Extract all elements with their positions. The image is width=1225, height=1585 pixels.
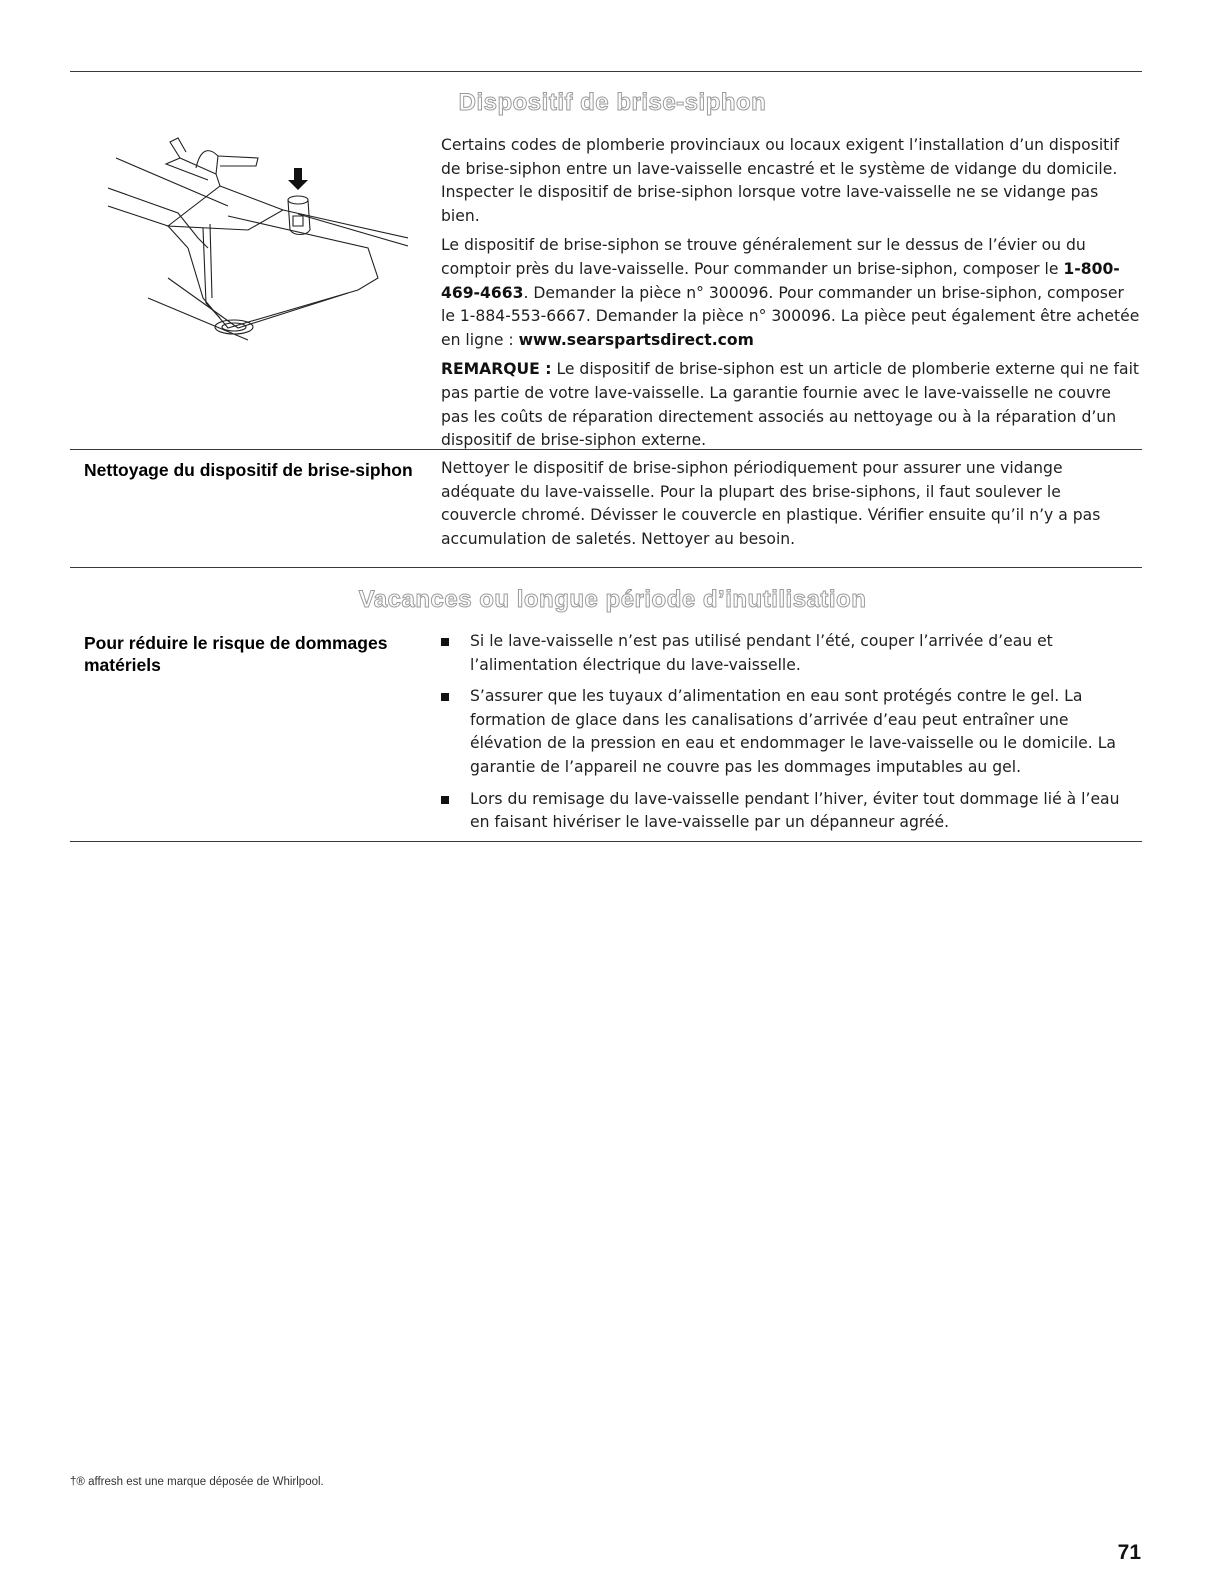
order-phone-number: 1-800-469-4663	[441, 259, 1120, 302]
list-item	[441, 685, 1141, 779]
top-rule	[70, 71, 1142, 72]
vacation-bullet-list	[441, 630, 1141, 843]
bullet-text: S’assurer que les tuyaux d’alimentation en eau sont protégés contre le gel. La formation de glace dans les canalisations d’arrivée d’eau peut entraîner une élévation de la pression en eau et endommager le lave-vaisselle ou le domicile. La garantie de l’appareil ne couvre pas les dommages imputables au gel.	[470, 687, 1116, 776]
list-item	[441, 788, 1141, 835]
note-text: Le dispositif de brise-siphon est un article de plomberie externe qui ne fait pas partie de votre lave-vaisselle. La garantie fournie avec le lave-vaisselle ne couvre pas les coûts de réparation directement associés au nettoyage ou à la réparation d’un dispositif de brise-siphon externe.	[441, 360, 1140, 450]
air-gap-para-2-text-b: . Demander la pièce n° 300096. Pour commander un brise-siphon, composer le 1-884-553-6667. Demander la pièce n° 300096. La pièce peut également être achetée en ligne :	[441, 283, 1140, 349]
trademark-footnote: †® affresh est une marque déposée de Whirlpool.	[70, 1476, 324, 1488]
cleaning-heading: Nettoyage du dispositif de brise-siphon	[84, 460, 413, 480]
cleaning-text	[441, 457, 1141, 557]
air-gap-para-2-text-a: Le dispositif de brise-siphon se trouve généralement sur le dessus de l’évier ou du comptoir près du lave-vaisselle. Pour commander un brise-siphon, composer le	[441, 236, 1086, 278]
air-gap-para-1: Certains codes de plomberie provinciaux ou locaux exigent l’installation d’un dispositif de brise-siphon entre un lave-vaisselle encastré et le système de vidange du domicile. Inspecter le dispositif de brise-siphon lorsque votre lave-vaisselle ne se vidange pas bien.	[441, 136, 1120, 225]
bullet-square-icon	[441, 638, 449, 646]
section-title-vacation: Vacances ou longue période d’inutilisation	[358, 586, 867, 613]
bullet-text: Si le lave-vaisselle n’est pas utilisé pendant l’été, couper l’arrivée d’eau et l’alimentation électrique du lave-vaisselle.	[470, 632, 1053, 674]
bullet-square-icon	[441, 693, 449, 701]
bullet-square-icon	[441, 796, 449, 804]
air-gap-description	[441, 134, 1141, 459]
bullet-text: Lors du remisage du lave-vaisselle pendant l’hiver, éviter tout dommage lié à l’eau en faisant hivériser le lave-vaisselle par un dépanneur agréé.	[470, 789, 1120, 832]
parts-website-link[interactable]: www.searspartsdirect.com	[518, 330, 754, 349]
list-item	[441, 630, 1141, 677]
vacation-heading: Pour réduire le risque de dommages matériels	[84, 633, 388, 675]
rule-after-vacation	[70, 841, 1142, 842]
cleaning-para: Nettoyer le dispositif de brise-siphon périodiquement pour assurer une vidange adéquate du lave-vaisselle. Pour la plupart des brise-siphons, il faut soulever le couvercle chromé. Dévisser le couvercle en plastique. Vérifier ensuite qu’il n’y a pas accumulation de saletés. Nettoyer au besoin.	[441, 459, 1101, 548]
rule-before-cleaning	[70, 449, 1142, 450]
page-number: 71	[1117, 1541, 1141, 1564]
section-title-air-gap: Dispositif de brise-siphon	[458, 89, 767, 116]
note-label: REMARQUE :	[441, 360, 552, 379]
air-gap-para-2	[441, 234, 1141, 352]
arrow-down-icon	[288, 168, 308, 190]
air-gap-sink-illustration	[108, 128, 408, 358]
air-gap-note	[441, 358, 1141, 452]
rule-before-vacation	[70, 567, 1142, 568]
